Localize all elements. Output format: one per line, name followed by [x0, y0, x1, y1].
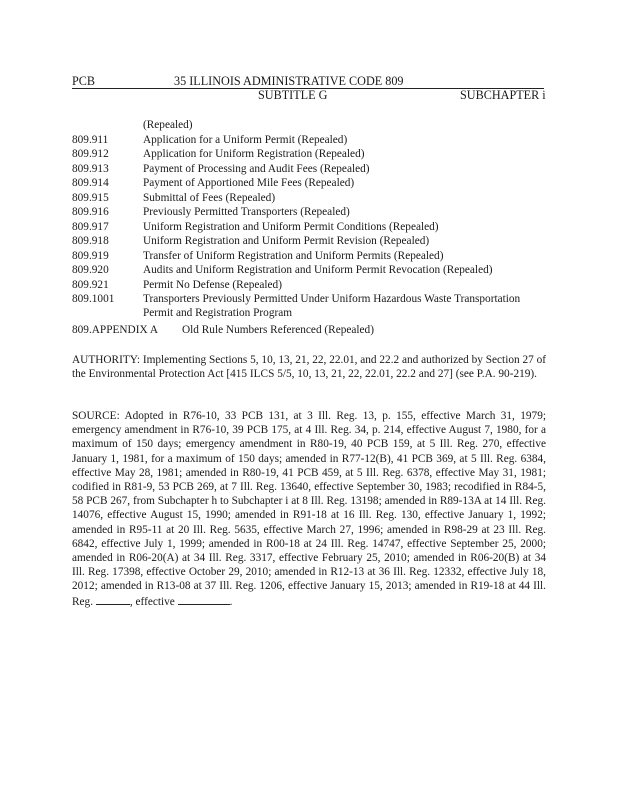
- section-number: 809.921: [72, 278, 109, 291]
- section-number: 809.920: [72, 264, 109, 276]
- section-entry: [72, 176, 552, 191]
- section-title: (Repealed): [143, 119, 193, 131]
- section-number: 809.1001: [72, 293, 115, 305]
- source-end: .: [229, 595, 233, 608]
- section-number: 809.919: [72, 249, 109, 262]
- section-title: Application for Uniform Registration (Repealed): [143, 148, 365, 160]
- section-title: Uniform Registration and Uniform Permit Conditions (Repealed): [143, 220, 439, 233]
- section-number: 809.918: [72, 235, 109, 247]
- section-entry: [72, 249, 552, 264]
- source-note: [72, 409, 546, 609]
- section-number: 809.912: [72, 148, 109, 160]
- section-entry: [72, 191, 552, 206]
- running-header: [72, 74, 544, 89]
- header-subchapter: SUBCHAPTER i: [460, 88, 546, 102]
- section-entry: [72, 205, 552, 220]
- header-subtitle: SUBTITLE G: [258, 88, 328, 102]
- authority-note: AUTHORITY: Implementing Sections 5, 10, 13, 21, 22, 22.01, and 22.2 and authorized by Section 27 of the Environmental Protection Act [415 ILCS 5/5, 10, 13, 21, 22, 22.01, 22.2 and 27] (see P.A. 90-219).: [72, 354, 546, 381]
- section-title: Audits and Uniform Registration and Uniform Permit Revocation (Repealed): [143, 264, 493, 276]
- section-title: Payment of Apportioned Mile Fees (Repealed): [143, 177, 355, 189]
- section-list: [72, 118, 552, 321]
- section-entry: [72, 220, 552, 235]
- header-code-title: 35 ILLINOIS ADMINISTRATIVE CODE 809: [174, 74, 404, 88]
- section-entry: [72, 263, 552, 278]
- section-number: 809.917: [72, 220, 109, 233]
- section-title: Previously Permitted Transporters (Repealed): [143, 206, 350, 218]
- section-title: Transfer of Uniform Registration and Uniform Permits (Repealed): [143, 249, 444, 262]
- source-text: SOURCE: Adopted in R76-10, 33 PCB 131, at 3 Ill. Reg. 13, p. 155, effective March 31, 1979; emergency amendment in R76-10, 39 PCB 175, at 4 Ill. Reg. 34, p. 214, effective August 7, 1980, for a maximum of 150 days; emergency amendment in R80-19, 40 PCB 159, at 5 Ill. Reg. 270, effective January 1, 1981, for a maximum of 150 days; amended in R77-12(B), 41 PCB 369, at 5 Ill. Reg. 6384, effective May 28, 1981; amended in R80-19, 41 PCB 459, at 5 Ill. Reg. 6378, effective May 31, 1981; codified in R81-9, 53 PCB 269, at 7 Ill. Reg. 13640, effective September 30, 1983; recodified in R84-5, 58 PCB 267, from Subchapter h to Subchapter i at 8 Ill. Reg. 13198; amended in R89-13A at 14 Ill. Reg. 14076, effective August 15, 1990; amended in R91-18 at 16 Ill. Reg. 130, effective January 1, 1992; amended in R95-11 at 20 Ill. Reg. 5635, effective March 27, 1996; amended in R98-29 at 23 Ill. Reg. 6842, effective July 1, 1999; amended in R00-18 at 24 Ill. Reg. 14747, effective September 25, 2000; amended in R06-20(A) at 34 Ill. Reg. 3317, effective February 25, 2010; amended in R06-20(B) at 34 Ill. Reg. 17398, effective October 29, 2010; amended in R12-13 at 36 Ill. Reg. 12332, effective July 18, 2012; amended in R13-08 at 37 Ill. Reg. 1206, effective January 15, 2013; amended in R19-18 at 44 Ill. Reg.: [72, 410, 546, 608]
- section-number: 809.911: [72, 133, 109, 146]
- section-number: 809.913: [72, 162, 109, 175]
- section-number: 809.916: [72, 206, 109, 218]
- section-title: Payment of Processing and Audit Fees (Repealed): [143, 162, 370, 175]
- section-entry: [72, 278, 552, 293]
- section-title: Uniform Registration and Uniform Permit Revision (Repealed): [143, 235, 430, 247]
- blank-effective-date: [178, 594, 230, 605]
- appendix-title: Old Rule Numbers Referenced (Repealed): [182, 324, 374, 336]
- section-title: Submittal of Fees (Repealed): [143, 191, 276, 204]
- section-entry: [72, 147, 552, 162]
- section-title: Transporters Previously Permitted Under Uniform Hazardous Waste Transportation Permit and Registration Program: [143, 293, 521, 319]
- header-agency: PCB: [72, 74, 96, 88]
- section-title: Application for a Uniform Permit (Repealed): [143, 133, 348, 146]
- section-entry: [72, 162, 552, 177]
- section-entry: [72, 118, 552, 133]
- section-number: 809.915: [72, 191, 109, 204]
- section-entry: [72, 133, 552, 148]
- section-entry: [72, 234, 552, 249]
- appendix-entry: [72, 323, 374, 337]
- section-title: Permit No Defense (Repealed): [143, 278, 282, 291]
- section-number: 809.914: [72, 177, 109, 189]
- section-entry: [72, 292, 552, 321]
- appendix-number: 809.APPENDIX A: [72, 324, 158, 336]
- source-effective-label: , effective: [129, 595, 175, 608]
- blank-register-page: [96, 594, 130, 605]
